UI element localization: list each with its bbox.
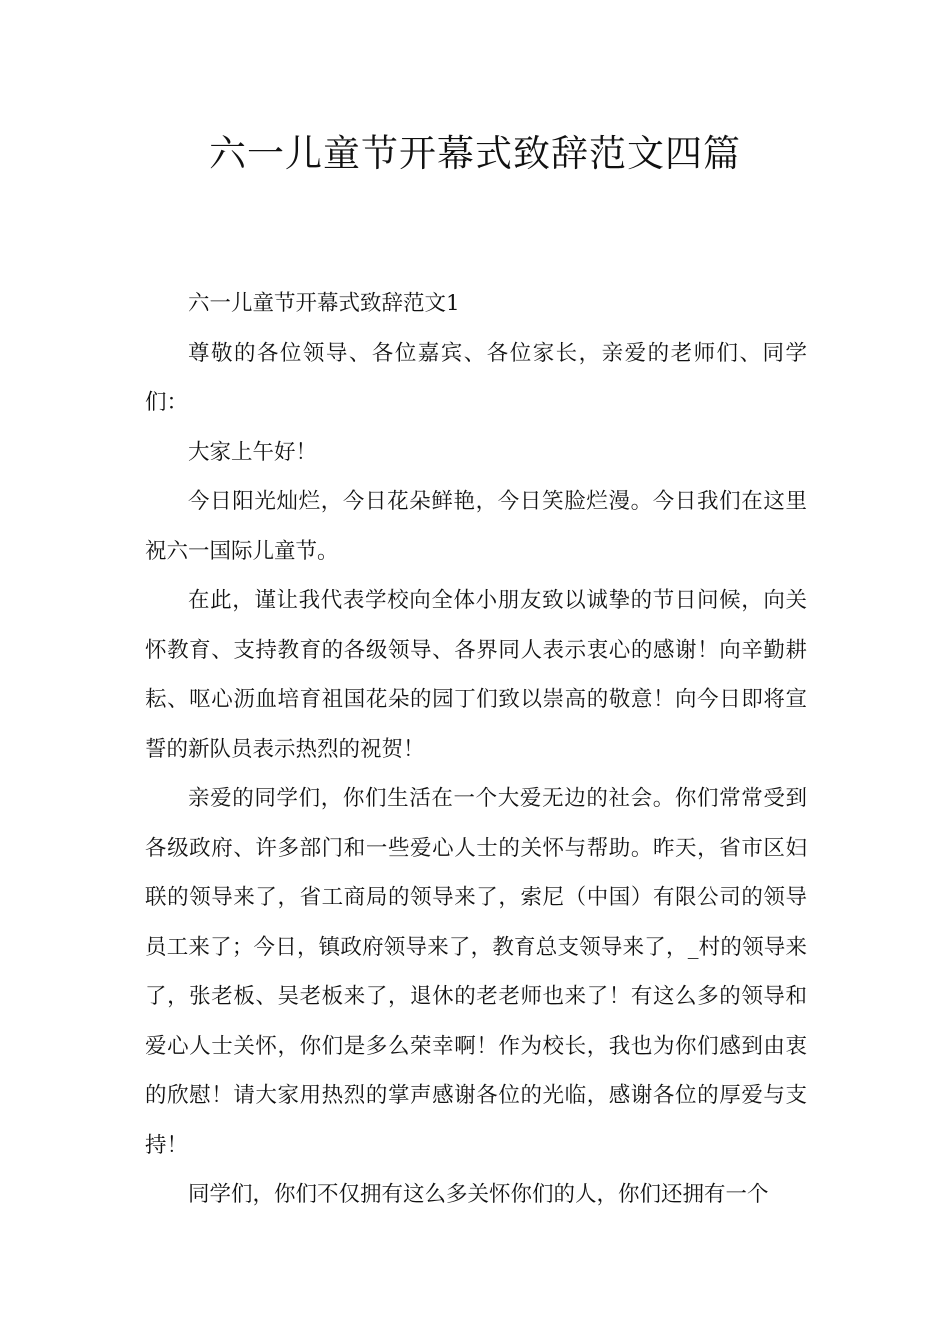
- section-heading: 六一儿童节开幕式致辞范文1: [188, 291, 460, 316]
- body-paragraph: 今日阳光灿烂，今日花朵鲜艳，今日笑脸烂漫。今日我们在这里祝六一国际儿童节。: [145, 489, 807, 564]
- document-title: 六一儿童节开幕式致辞范文四篇: [209, 132, 741, 175]
- greeting-paragraph: 大家上午好！: [188, 439, 318, 465]
- document-body: [145, 279, 807, 1220]
- body-paragraph: 在此，谨让我代表学校向全体小朋友致以诚挚的节日问候，向关怀教育、支持教育的各级领导、各界同人表示衷心的感谢！向辛勤耕耘、呕心沥血培育祖国花朵的园丁们致以崇高的敬意！向今日即将宣誓的新队员表示热烈的祝贺！: [145, 588, 807, 762]
- body-paragraph: 同学们，你们不仅拥有这么多关怀你们的人，你们还拥有一个: [188, 1182, 769, 1207]
- salutation-paragraph: 尊敬的各位领导、各位嘉宾、各位家长，亲爱的老师们、同学们：: [145, 340, 807, 415]
- body-paragraph: 亲爱的同学们，你们生活在一个大爱无边的社会。你们常常受到各级政府、许多部门和一些爱心人士的关怀与帮助。昨天，省市区妇联的领导来了，省工商局的领导来了，索尼（中国）有限公司的领导员工来了；今日，镇政府领导来了，教育总支领导来了，_村的领导来了，张老板、吴老板来了，退休的老老师也来了！有这么多的领导和爱心人士关怀，你们是多么荣幸啊！作为校长，我也为你们感到由衷的欣慰！请大家用热烈的掌声感谢各位的光临，感谢各位的厚爱与支持！: [145, 786, 807, 1158]
